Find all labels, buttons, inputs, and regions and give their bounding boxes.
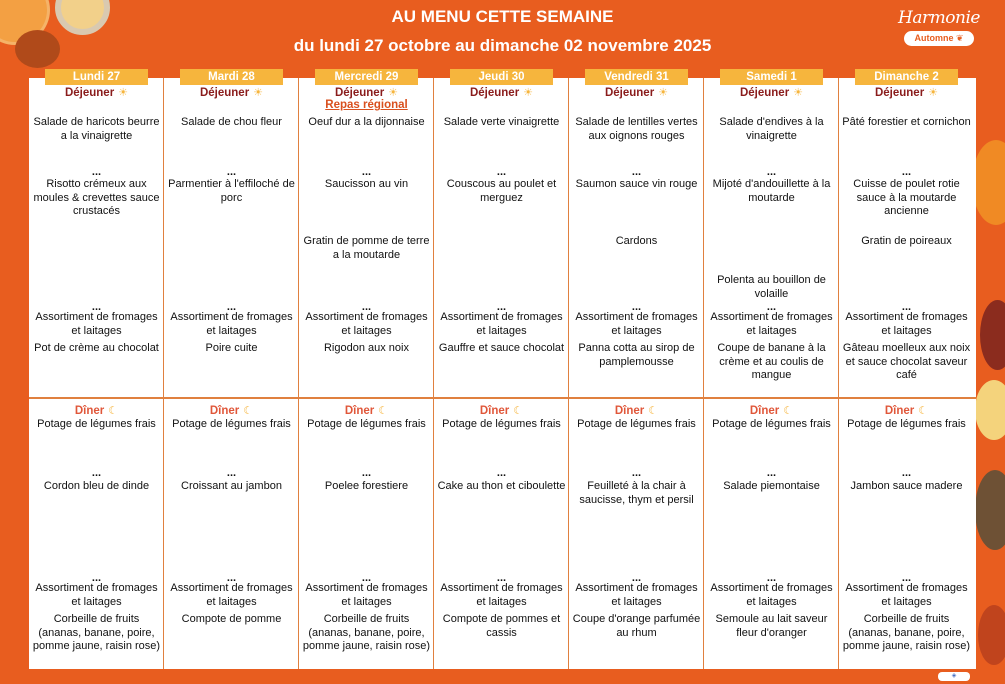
separator: ... xyxy=(226,572,237,584)
dinner-dessert: Semoule au lait saveur fleur d'oranger xyxy=(715,613,828,639)
dinner-cheese: Assortiment de fromages et laitages xyxy=(845,582,968,608)
separator: ... xyxy=(901,467,912,479)
lunch-label xyxy=(29,86,164,99)
lunch-starter: Salade de lentilles vertes aux oignons rouges xyxy=(575,116,698,142)
dinner-dessert: Corbeille de fruits (ananas, banane, poire, pomme jaune, raisin rose) xyxy=(842,613,971,652)
dinner-main: Feuilleté à la chair à saucisse, thym et persil xyxy=(579,480,694,506)
moon-icon: ☾ xyxy=(783,405,794,417)
lunch-label xyxy=(704,86,839,99)
fig-decoration xyxy=(980,300,1005,370)
sun-icon: ☀ xyxy=(388,87,399,99)
day-column-jeudi xyxy=(434,71,569,669)
dinner-main: Cordon bleu de dinde xyxy=(43,480,150,492)
moon-icon: ☾ xyxy=(513,405,524,417)
dinner-dessert: Coupe d'orange parfumée au rhum xyxy=(572,613,701,639)
lunch-starter: Salade de haricots beurre a la vinaigrette xyxy=(33,116,160,142)
pear-decoration xyxy=(975,380,1005,440)
day-tab-mercredi: Mercredi 29 xyxy=(315,69,418,85)
dinner-soup: Potage de légumes frais xyxy=(307,418,426,430)
day-column-samedi xyxy=(704,71,839,669)
dinner-label xyxy=(164,404,299,417)
lunch-label xyxy=(299,86,434,99)
moon-icon: ☾ xyxy=(378,405,389,417)
dinner-label-text: Dîner xyxy=(209,405,240,417)
dinner-soup: Potage de légumes frais xyxy=(847,418,966,430)
dinner-soup: Potage de légumes frais xyxy=(172,418,291,430)
separator: ... xyxy=(361,572,372,584)
lunch-cheese: Assortiment de fromages et laitages xyxy=(710,311,833,337)
lunch-extra: Polenta au bouillon de volaille xyxy=(717,274,826,300)
moon-icon: ☾ xyxy=(243,405,254,417)
separator: ... xyxy=(901,301,912,313)
lunch-main: Mijoté d'andouillette à la moutarde xyxy=(712,178,831,204)
page-title: AU MENU CETTE SEMAINE xyxy=(391,7,614,26)
season-badge xyxy=(904,31,973,46)
dinner-label-text: Dîner xyxy=(614,405,645,417)
dinner-cheese: Assortiment de fromages et laitages xyxy=(170,582,293,608)
lunch-label xyxy=(839,86,974,99)
dinner-label-text: Dîner xyxy=(479,405,510,417)
day-tab-dimanche: Dimanche 2 xyxy=(855,69,958,85)
day-tab-vendredi: Vendredi 31 xyxy=(585,69,688,85)
moon-icon: ☾ xyxy=(648,405,659,417)
lunch-main: Saucisson au vin xyxy=(324,178,409,190)
separator: ... xyxy=(766,572,777,584)
day-column-mardi xyxy=(164,71,299,669)
dinner-cheese: Assortiment de fromages et laitages xyxy=(440,582,563,608)
separator: ... xyxy=(631,301,642,313)
lunch-cheese: Assortiment de fromages et laitages xyxy=(305,311,428,337)
separator: ... xyxy=(496,572,507,584)
lunch-main: Cuisse de poulet rotie sauce à la moutarde ancienne xyxy=(853,178,960,217)
separator: ... xyxy=(631,166,642,178)
lunch-dessert: Coupe de banane à la crème et au coulis de mangue xyxy=(717,342,826,381)
sun-icon: ☀ xyxy=(523,87,534,99)
dinner-cheese: Assortiment de fromages et laitages xyxy=(575,582,698,608)
dinner-main: Poelee forestiere xyxy=(324,480,409,492)
lunch-label xyxy=(164,86,299,99)
dinner-main: Jambon sauce madere xyxy=(850,480,963,492)
pumpkin-decoration xyxy=(972,140,1005,225)
dinner-dessert: Compote de pomme xyxy=(181,613,282,625)
sun-icon: ☀ xyxy=(793,87,804,99)
lunch-dessert: Gâteau moelleux aux noix et sauce chocolat saveur café xyxy=(842,342,971,381)
dinner-cheese: Assortiment de fromages et laitages xyxy=(35,582,158,608)
separator: ... xyxy=(91,467,102,479)
dinner-label xyxy=(299,404,434,417)
dinner-cheese: Assortiment de fromages et laitages xyxy=(305,582,428,608)
dinner-label-text: Dîner xyxy=(884,405,915,417)
dinner-dessert: Corbeille de fruits (ananas, banane, poire, pomme jaune, raisin rose) xyxy=(302,613,431,652)
dinner-dessert: Corbeille de fruits (ananas, banane, poire, pomme jaune, raisin rose) xyxy=(32,613,161,652)
lunch-main: Risotto crémeux aux moules & crevettes sauce crustacés xyxy=(33,178,160,217)
separator: ... xyxy=(766,166,777,178)
dinner-soup: Potage de légumes frais xyxy=(37,418,156,430)
day-tab-lundi: Lundi 27 xyxy=(45,69,148,85)
day-column-dimanche xyxy=(839,71,976,669)
sun-icon: ☀ xyxy=(928,87,939,99)
dinner-dessert: Compote de pommes et cassis xyxy=(442,613,561,639)
separator: ... xyxy=(361,301,372,313)
lunch-cheese: Assortiment de fromages et laitages xyxy=(440,311,563,337)
sun-icon: ☀ xyxy=(118,87,129,99)
dinner-label xyxy=(29,404,164,417)
separator: ... xyxy=(901,572,912,584)
day-column-lundi xyxy=(29,71,164,669)
lunch-main: Parmentier à l'effiloché de porc xyxy=(168,178,295,204)
lunch-starter: Salade d'endives à la vinaigrette xyxy=(719,116,824,142)
separator: ... xyxy=(631,572,642,584)
separator: ... xyxy=(226,166,237,178)
dinner-soup: Potage de légumes frais xyxy=(442,418,561,430)
lunch-label-text: Déjeuner xyxy=(469,87,520,99)
lunch-label-text: Déjeuner xyxy=(604,87,655,99)
lunch-dessert: Panna cotta au sirop de pamplemousse xyxy=(578,342,695,368)
menu-grid xyxy=(29,71,976,669)
lunch-dessert: Gauffre et sauce chocolat xyxy=(438,342,565,354)
lunch-cheese: Assortiment de fromages et laitages xyxy=(170,311,293,337)
regional-meal-link: Repas régional xyxy=(325,99,408,111)
date-range: du lundi 27 octobre au dimanche 02 novembre 2025 xyxy=(293,36,712,55)
lunch-starter: Salade verte vinaigrette xyxy=(443,116,560,128)
separator: ... xyxy=(361,467,372,479)
dinner-label-text: Dîner xyxy=(344,405,375,417)
lunch-label-text: Déjeuner xyxy=(334,87,385,99)
lunch-label-text: Déjeuner xyxy=(739,87,790,99)
dinner-label xyxy=(434,404,569,417)
maple-leaf-icon: ❦ xyxy=(955,33,964,43)
lunch-dessert: Pot de crème au chocolat xyxy=(34,342,159,354)
separator: ... xyxy=(901,166,912,178)
moon-icon: ☾ xyxy=(918,405,929,417)
separator: ... xyxy=(91,572,102,584)
lunch-cheese: Assortiment de fromages et laitages xyxy=(35,311,158,337)
sun-icon: ☀ xyxy=(253,87,264,99)
separator: ... xyxy=(91,301,102,313)
separator: ... xyxy=(631,467,642,479)
dinner-soup: Potage de légumes frais xyxy=(577,418,696,430)
dinner-soup: Potage de légumes frais xyxy=(712,418,831,430)
separator: ... xyxy=(496,166,507,178)
separator: ... xyxy=(766,467,777,479)
dinner-label-text: Dîner xyxy=(749,405,780,417)
day-tab-mardi: Mardi 28 xyxy=(180,69,283,85)
sun-icon: ☀ xyxy=(658,87,669,99)
lunch-cheese: Assortiment de fromages et laitages xyxy=(575,311,698,337)
lunch-label xyxy=(434,86,569,99)
lunch-side: Gratin de poireaux xyxy=(861,235,952,247)
lunch-starter: Pâté forestier et cornichon xyxy=(842,116,971,128)
separator: ... xyxy=(496,467,507,479)
lunch-starter: Oeuf dur a la dijonnaise xyxy=(308,116,425,128)
dinner-main: Croissant au jambon xyxy=(181,480,282,492)
lunch-side: Gratin de pomme de terre a la moutarde xyxy=(303,235,430,261)
lunch-label xyxy=(569,86,704,99)
separator: ... xyxy=(91,166,102,178)
lunch-label-text: Déjeuner xyxy=(874,87,925,99)
dinner-main: Cake au thon et ciboulette xyxy=(437,480,566,492)
credit-badge-icon: ◈ xyxy=(938,672,970,681)
dinner-label xyxy=(704,404,839,417)
separator: ... xyxy=(226,301,237,313)
season-badge-label: Automne xyxy=(914,33,954,43)
lunch-label-text: Déjeuner xyxy=(64,87,115,99)
dinner-main: Salade piemontaise xyxy=(723,480,820,492)
logo xyxy=(897,8,981,46)
logo-name: Harmonie xyxy=(898,8,980,28)
separator: ... xyxy=(766,301,777,313)
lunch-dessert: Rigodon aux noix xyxy=(323,342,409,354)
fruit-decoration xyxy=(978,605,1005,665)
separator: ... xyxy=(226,467,237,479)
moon-icon: ☾ xyxy=(108,405,119,417)
lunch-cheese: Assortiment de fromages et laitages xyxy=(845,311,968,337)
lunch-starter: Salade de chou fleur xyxy=(181,116,282,128)
dinner-label xyxy=(839,404,974,417)
dinner-cheese: Assortiment de fromages et laitages xyxy=(710,582,833,608)
day-tab-jeudi: Jeudi 30 xyxy=(450,69,553,85)
lunch-main: Couscous au poulet et merguez xyxy=(446,178,557,204)
day-tab-samedi: Samedi 1 xyxy=(720,69,823,85)
lunch-main: Saumon sauce vin rouge xyxy=(575,178,698,190)
day-column-mercredi xyxy=(299,71,434,669)
lunch-dessert: Poire cuite xyxy=(205,342,258,354)
day-column-vendredi xyxy=(569,71,704,669)
dinner-label xyxy=(569,404,704,417)
separator: ... xyxy=(496,301,507,313)
lunch-label-text: Déjeuner xyxy=(199,87,250,99)
separator: ... xyxy=(361,166,372,178)
lunch-side: Cardons xyxy=(615,235,658,247)
dinner-label-text: Dîner xyxy=(74,405,105,417)
walnut-decoration xyxy=(975,470,1005,550)
